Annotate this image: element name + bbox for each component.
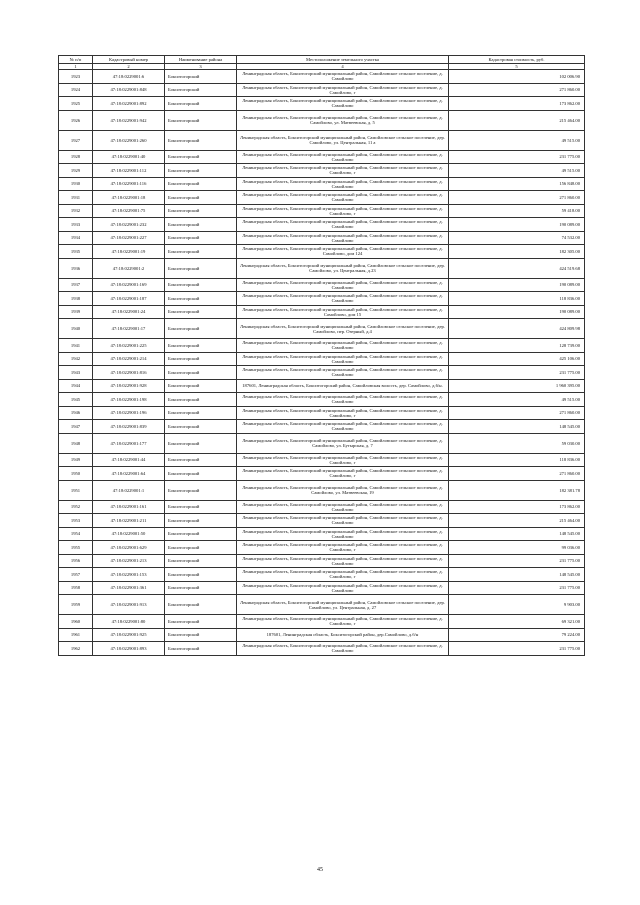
table-row xyxy=(59,615,585,629)
row-number: 1943 xyxy=(59,366,93,380)
district-name: Бокситогорский xyxy=(165,292,237,306)
location: 187601, Ленинградская область, Бокситогорский район, Самойловская волость, дер. Самойлово, д.6/н. xyxy=(237,379,449,393)
cadastral-number: 47:18:0229001:928 xyxy=(93,379,165,393)
table-row xyxy=(59,379,585,393)
location: Ленинградская область, Бокситогорский муниципальный район, Самойловское сельское поселение, д. Самойлово xyxy=(237,554,449,568)
row-number: 1930 xyxy=(59,177,93,191)
cadastral-value: 148 545.00 xyxy=(449,568,585,582)
row-number: 1953 xyxy=(59,514,93,528)
cadastral-value: 148 545.00 xyxy=(449,527,585,541)
column-index: 2 xyxy=(93,64,165,70)
district-name: Бокситогорский xyxy=(165,366,237,380)
location: Ленинградская область, Бокситогорский муниципальный район, Самойловское сельское поселение, д. Самойлово, г xyxy=(237,204,449,218)
district-name: Бокситогорский xyxy=(165,319,237,339)
cadastral-number: 47:18:0229001:112 xyxy=(93,164,165,178)
cadastral-value: 424 809.98 xyxy=(449,319,585,339)
table-row xyxy=(59,292,585,306)
table-row xyxy=(59,258,585,278)
row-number: 1929 xyxy=(59,164,93,178)
row-number: 1940 xyxy=(59,319,93,339)
cadastral-value: 102 006.90 xyxy=(449,70,585,84)
district-name: Бокситогорский xyxy=(165,231,237,245)
table-row xyxy=(59,177,585,191)
location: Ленинградская область, Бокситогорский муниципальный район, Самойловское сельское поселение, дер. Самойлово, ул. Центральная, д.23 xyxy=(237,258,449,278)
cadastral-number: 47:18:0229001:64 xyxy=(93,467,165,481)
district-name: Бокситогорский xyxy=(165,245,237,259)
cadastral-value: 271 860.00 xyxy=(449,191,585,205)
table-row xyxy=(59,305,585,319)
district-name: Бокситогорский xyxy=(165,527,237,541)
row-number: 1958 xyxy=(59,581,93,595)
cadastral-value: 118 836.00 xyxy=(449,292,585,306)
row-number: 1947 xyxy=(59,420,93,434)
table-row xyxy=(59,150,585,164)
table-row xyxy=(59,191,585,205)
table-row xyxy=(59,642,585,656)
header-cadastral-value: Кадастровая стоимость, руб. xyxy=(449,56,585,64)
cadastral-value: 173 862.00 xyxy=(449,500,585,514)
cadastral-value: 215 464.00 xyxy=(449,514,585,528)
location: Ленинградская область, Бокситогорский муниципальный район, Самойловское сельское поселение, д. Самойлово xyxy=(237,191,449,205)
column-index: 1 xyxy=(59,64,93,70)
row-number: 1939 xyxy=(59,305,93,319)
header-district: Наименование района xyxy=(165,56,237,64)
row-number: 1957 xyxy=(59,568,93,582)
location: Ленинградская область, Бокситогорский муниципальный район, Самойловское сельское поселение, д. Самойлово xyxy=(237,500,449,514)
district-name: Бокситогорский xyxy=(165,615,237,629)
district-name: Бокситогорский xyxy=(165,568,237,582)
cadastral-value: 190 089.00 xyxy=(449,305,585,319)
district-name: Бокситогорский xyxy=(165,420,237,434)
district-name: Бокситогорский xyxy=(165,480,237,500)
cadastral-value: 271 860.00 xyxy=(449,83,585,97)
cadastral-value: 190 089.00 xyxy=(449,278,585,292)
row-number: 1954 xyxy=(59,527,93,541)
cadastral-number: 47:18:0229001:214 xyxy=(93,352,165,366)
cadastral-value: 231 775.00 xyxy=(449,150,585,164)
district-name: Бокситогорский xyxy=(165,379,237,393)
location: Ленинградская область, Бокситогорский муниципальный район, Самойловское сельское поселение, дер. Самойлово, ул. Центральная, 11 а xyxy=(237,130,449,150)
location: Ленинградская область, Бокситогорский муниципальный район, Самойловское сельское поселение, д. Самойлово xyxy=(237,420,449,434)
cadastral-value: 49 515.00 xyxy=(449,130,585,150)
cadastral-value: 69 321.00 xyxy=(449,615,585,629)
location: Ленинградская область, Бокситогорский муниципальный район, Самойловское сельское поселение, д. Самойлово xyxy=(237,177,449,191)
table-row xyxy=(59,245,585,259)
cadastral-number: 47:18:0229001:18 xyxy=(93,191,165,205)
table-row xyxy=(59,595,585,615)
row-number: 1923 xyxy=(59,70,93,84)
table-row xyxy=(59,110,585,130)
cadastral-value: 59 418.00 xyxy=(449,204,585,218)
district-name: Бокситогорский xyxy=(165,191,237,205)
cadastral-number: 47:18:0229001:40 xyxy=(93,150,165,164)
cadastral-number: 47:18:0229001:161 xyxy=(93,500,165,514)
row-number: 1945 xyxy=(59,393,93,407)
row-number: 1949 xyxy=(59,453,93,467)
district-name: Бокситогорский xyxy=(165,70,237,84)
location: Ленинградская область, Бокситогорский муниципальный район, Самойловское сельское поселение, д. Самойлово xyxy=(237,231,449,245)
district-name: Бокситогорский xyxy=(165,433,237,453)
cadastral-number: 47:18:0229001:225 xyxy=(93,339,165,353)
district-name: Бокситогорский xyxy=(165,467,237,481)
table-row xyxy=(59,628,585,642)
cadastral-value: 424 519.68 xyxy=(449,258,585,278)
location: Ленинградская область, Бокситогорский муниципальный район, Самойловское сельское поселение, д. Самойлово xyxy=(237,642,449,656)
table-row xyxy=(59,278,585,292)
district-name: Бокситогорский xyxy=(165,97,237,111)
table-row xyxy=(59,467,585,481)
row-number: 1962 xyxy=(59,642,93,656)
table-body xyxy=(59,70,585,656)
cadastral-number: 47:18:0229001:213 xyxy=(93,554,165,568)
cadastral-number: 47:18:0229001:232 xyxy=(93,218,165,232)
location: Ленинградская область, Бокситогорский муниципальный район, Самойловское сельское поселение, д. Самойлово xyxy=(237,527,449,541)
cadastral-table xyxy=(58,55,585,656)
cadastral-value: 49 515.00 xyxy=(449,164,585,178)
district-name: Бокситогорский xyxy=(165,500,237,514)
table-row xyxy=(59,420,585,434)
table-row xyxy=(59,554,585,568)
cadastral-number: 47:18:0229001:893 xyxy=(93,642,165,656)
table-header-row xyxy=(59,56,585,64)
table-row xyxy=(59,500,585,514)
location: Ленинградская область, Бокситогорский муниципальный район, Самойловское сельское поселение, д. Самойлово, ул. Матвеевская, д. 5 xyxy=(237,110,449,130)
table-row xyxy=(59,453,585,467)
page-number: 45 xyxy=(317,867,323,873)
cadastral-number: 47:18:0229001:196 xyxy=(93,406,165,420)
row-number: 1931 xyxy=(59,191,93,205)
cadastral-number: 47:18:0229001:198 xyxy=(93,393,165,407)
location: Ленинградская область, Бокситогорский муниципальный район, Самойловское сельское поселение, д. Самойлово, г xyxy=(237,83,449,97)
cadastral-value: 128 739.00 xyxy=(449,339,585,353)
district-name: Бокситогорский xyxy=(165,218,237,232)
location: Ленинградская область, Бокситогорский муниципальный район, Самойловское сельское поселение, д. Самойлово, г xyxy=(237,164,449,178)
district-name: Бокситогорский xyxy=(165,642,237,656)
row-number: 1935 xyxy=(59,245,93,259)
district-name: Бокситогорский xyxy=(165,453,237,467)
district-name: Бокситогорский xyxy=(165,177,237,191)
row-number: 1951 xyxy=(59,480,93,500)
row-number: 1925 xyxy=(59,97,93,111)
location: Ленинградская область, Бокситогорский муниципальный район, Самойловское сельское поселение, д. Самойлово, дом 15 xyxy=(237,305,449,319)
table-row xyxy=(59,433,585,453)
row-number: 1952 xyxy=(59,500,93,514)
header-cadastral-number: Кадастровый номер xyxy=(93,56,165,64)
row-number: 1941 xyxy=(59,339,93,353)
cadastral-number: 47:18:0229001:361 xyxy=(93,581,165,595)
cadastral-number: 47:18:0229001:177 xyxy=(93,433,165,453)
location: Ленинградская область, Бокситогорский муниципальный район, Самойловское сельское поселение, д. Самойлово, г xyxy=(237,453,449,467)
location: Ленинградская область, Бокситогорский муниципальный район, Самойловское сельское поселение, д. Самойлово, ул. Бутырская, д. 7 xyxy=(237,433,449,453)
location: 187601, Ленинградская область, Бокситогорский район, дер.Самойлово, д.б/н xyxy=(237,628,449,642)
district-name: Бокситогорский xyxy=(165,204,237,218)
table-row xyxy=(59,231,585,245)
table-row xyxy=(59,541,585,555)
cadastral-number: 47:18:0229001:913 xyxy=(93,595,165,615)
district-name: Бокситогорский xyxy=(165,628,237,642)
cadastral-value: 425 106.00 xyxy=(449,352,585,366)
row-number: 1934 xyxy=(59,231,93,245)
cadastral-value: 156 848.00 xyxy=(449,177,585,191)
cadastral-value: 231 775.00 xyxy=(449,366,585,380)
cadastral-number: 47:18:0229001:75 xyxy=(93,204,165,218)
cadastral-number: 47:18:0229001:892 xyxy=(93,97,165,111)
cadastral-number: 47:18:0229001:169 xyxy=(93,278,165,292)
location: Ленинградская область, Бокситогорский муниципальный район, Самойловское сельское поселение, д. Самойлово, г xyxy=(237,615,449,629)
table-row xyxy=(59,339,585,353)
location: Ленинградская область, Бокситогорский муниципальный район, Самойловское сельское поселение, д. Самойлово, г xyxy=(237,568,449,582)
location: Ленинградская область, Бокситогорский муниципальный район, Самойловское сельское поселение, д. Самойлово xyxy=(237,292,449,306)
cadastral-number: 47:18:0229001:44 xyxy=(93,453,165,467)
district-name: Бокситогорский xyxy=(165,164,237,178)
table-row xyxy=(59,70,585,84)
cadastral-number: 47:18:0229001:19 xyxy=(93,245,165,259)
table-row xyxy=(59,514,585,528)
column-index: 5 xyxy=(449,64,585,70)
location: Ленинградская область, Бокситогорский муниципальный район, Самойловское сельское поселение, дер. Самойлово, пер. Озерный, д.4 xyxy=(237,319,449,339)
district-name: Бокситогорский xyxy=(165,339,237,353)
row-number: 1933 xyxy=(59,218,93,232)
district-name: Бокситогорский xyxy=(165,581,237,595)
location: Ленинградская область, Бокситогорский муниципальный район, Самойловское сельское поселение, д. Самойлово xyxy=(237,581,449,595)
district-name: Бокситогорский xyxy=(165,406,237,420)
cadastral-value: 271 860.00 xyxy=(449,467,585,481)
cadastral-number: 47:18:0229001:153 xyxy=(93,568,165,582)
cadastral-number: 47:18:0229001:925 xyxy=(93,628,165,642)
location: Ленинградская область, Бокситогорский муниципальный район, Самойловское сельское поселение, д. Самойлово xyxy=(237,339,449,353)
cadastral-number: 47:18:0229001:2 xyxy=(93,258,165,278)
row-number: 1927 xyxy=(59,130,93,150)
header-location: Местоположение земельного участка xyxy=(237,56,449,64)
cadastral-value: 74 532.00 xyxy=(449,231,585,245)
location: Ленинградская область, Бокситогорский муниципальный район, Самойловское сельское поселение, д. Самойлово xyxy=(237,352,449,366)
district-name: Бокситогорский xyxy=(165,541,237,555)
district-name: Бокситогорский xyxy=(165,595,237,615)
row-number: 1928 xyxy=(59,150,93,164)
cadastral-number: 47:18:0229001:1 xyxy=(93,480,165,500)
cadastral-number: 47:18:0229001:839 xyxy=(93,420,165,434)
location: Ленинградская область, Бокситогорский муниципальный район, Самойловское сельское поселение, дер. Самойлово, ул. Центральная, д. 27 xyxy=(237,595,449,615)
table-row xyxy=(59,97,585,111)
cadastral-number: 47:18:0229001:6 xyxy=(93,70,165,84)
row-number: 1937 xyxy=(59,278,93,292)
row-number: 1946 xyxy=(59,406,93,420)
district-name: Бокситогорский xyxy=(165,150,237,164)
row-number: 1942 xyxy=(59,352,93,366)
row-number: 1936 xyxy=(59,258,93,278)
cadastral-value: 231 775.00 xyxy=(449,642,585,656)
location: Ленинградская область, Бокситогорский муниципальный район, Самойловское сельское поселение, д. Самойлово xyxy=(237,393,449,407)
location: Ленинградская область, Бокситогорский муниципальный район, Самойловское сельское поселение, д. Самойлово, г xyxy=(237,406,449,420)
column-index: 3 xyxy=(165,64,237,70)
cadastral-value: 99 036.00 xyxy=(449,541,585,555)
table-row xyxy=(59,568,585,582)
cadastral-value: 182 305.00 xyxy=(449,245,585,259)
cadastral-number: 47:18:0229001:50 xyxy=(93,527,165,541)
row-number: 1956 xyxy=(59,554,93,568)
table-row xyxy=(59,527,585,541)
row-number: 1961 xyxy=(59,628,93,642)
cadastral-number: 47:18:0229001:17 xyxy=(93,319,165,339)
table-row xyxy=(59,393,585,407)
row-number: 1950 xyxy=(59,467,93,481)
district-name: Бокситогорский xyxy=(165,130,237,150)
location: Ленинградская область, Бокситогорский муниципальный район, Самойловское сельское поселение, д. Самойлово xyxy=(237,218,449,232)
table-row xyxy=(59,352,585,366)
cadastral-number: 47:18:0229001:24 xyxy=(93,305,165,319)
header-number: № п/п xyxy=(59,56,93,64)
row-number: 1932 xyxy=(59,204,93,218)
cadastral-value: 148 545.00 xyxy=(449,420,585,434)
district-name: Бокситогорский xyxy=(165,393,237,407)
table-row xyxy=(59,581,585,595)
cadastral-value: 173 862.00 xyxy=(449,97,585,111)
district-name: Бокситогорский xyxy=(165,83,237,97)
location: Ленинградская область, Бокситогорский муниципальный район, Самойловское сельское поселение, д. Самойлово, дом 124 xyxy=(237,245,449,259)
row-number: 1926 xyxy=(59,110,93,130)
table-row xyxy=(59,83,585,97)
table-row xyxy=(59,319,585,339)
district-name: Бокситогорский xyxy=(165,258,237,278)
cadastral-value: 9 903.00 xyxy=(449,595,585,615)
document-page xyxy=(58,55,584,656)
cadastral-value: 190 089.00 xyxy=(449,218,585,232)
cadastral-number: 47:18:0229001:227 xyxy=(93,231,165,245)
district-name: Бокситогорский xyxy=(165,278,237,292)
cadastral-number: 47:18:0229001:629 xyxy=(93,541,165,555)
cadastral-value: 215 464.00 xyxy=(449,110,585,130)
table-row xyxy=(59,406,585,420)
cadastral-number: 47:18:0229001:848 xyxy=(93,83,165,97)
row-number: 1955 xyxy=(59,541,93,555)
location: Ленинградская область, Бокситогорский муниципальный район, Самойловское сельское поселение, д. Самойлово xyxy=(237,97,449,111)
row-number: 1948 xyxy=(59,433,93,453)
cadastral-number: 47:18:0229001:942 xyxy=(93,110,165,130)
cadastral-number: 47:18:0229001:816 xyxy=(93,366,165,380)
cadastral-value: 231 775.00 xyxy=(449,554,585,568)
cadastral-value: 1 960 395.00 xyxy=(449,379,585,393)
district-name: Бокситогорский xyxy=(165,554,237,568)
location: Ленинградская область, Бокситогорский муниципальный район, Самойловское сельское поселение, д. Самойлово xyxy=(237,278,449,292)
cadastral-value: 59 030.00 xyxy=(449,433,585,453)
cadastral-number: 47:18:0229001:187 xyxy=(93,292,165,306)
table-row xyxy=(59,164,585,178)
location: Ленинградская область, Бокситогорский муниципальный район, Самойловское сельское поселение, д. Самойлово, г xyxy=(237,467,449,481)
district-name: Бокситогорский xyxy=(165,110,237,130)
cadastral-value: 118 836.00 xyxy=(449,453,585,467)
location: Ленинградская область, Бокситогорский муниципальный район, Самойловское сельское поселение, д. Самойлово xyxy=(237,366,449,380)
location: Ленинградская область, Бокситогорский муниципальный район, Самойловское сельское поселение, д. Самойлово xyxy=(237,150,449,164)
table-row xyxy=(59,130,585,150)
cadastral-number: 47:18:0229001:211 xyxy=(93,514,165,528)
cadastral-value: 49 515.00 xyxy=(449,393,585,407)
row-number: 1944 xyxy=(59,379,93,393)
cadastral-value: 79 224.00 xyxy=(449,628,585,642)
table-row xyxy=(59,218,585,232)
district-name: Бокситогорский xyxy=(165,514,237,528)
row-number: 1959 xyxy=(59,595,93,615)
cadastral-value: 271 860.00 xyxy=(449,406,585,420)
district-name: Бокситогорский xyxy=(165,352,237,366)
table-row xyxy=(59,480,585,500)
column-index: 4 xyxy=(237,64,449,70)
district-name: Бокситогорский xyxy=(165,305,237,319)
cadastral-value: 182 381.78 xyxy=(449,480,585,500)
row-number: 1938 xyxy=(59,292,93,306)
table-row xyxy=(59,366,585,380)
row-number: 1960 xyxy=(59,615,93,629)
cadastral-number: 47:18:0229001:116 xyxy=(93,177,165,191)
row-number: 1924 xyxy=(59,83,93,97)
location: Ленинградская область, Бокситогорский муниципальный район, Самойловское сельское поселение, д. Самойлово xyxy=(237,514,449,528)
location: Ленинградская область, Бокситогорский муниципальный район, Самойловское сельское поселение, д. Самойлово xyxy=(237,70,449,84)
cadastral-number: 47:18:0229001:80 xyxy=(93,615,165,629)
table-row xyxy=(59,204,585,218)
location: Ленинградская область, Бокситогорский муниципальный район, Самойловское сельское поселение, д. Самойлово, ул. Матвеевская, 19 xyxy=(237,480,449,500)
cadastral-value: 231 775.00 xyxy=(449,581,585,595)
cadastral-number: 47:18:0229001:260 xyxy=(93,130,165,150)
location: Ленинградская область, Бокситогорский муниципальный район, Самойловское сельское поселение, д. Самойлово, г xyxy=(237,541,449,555)
